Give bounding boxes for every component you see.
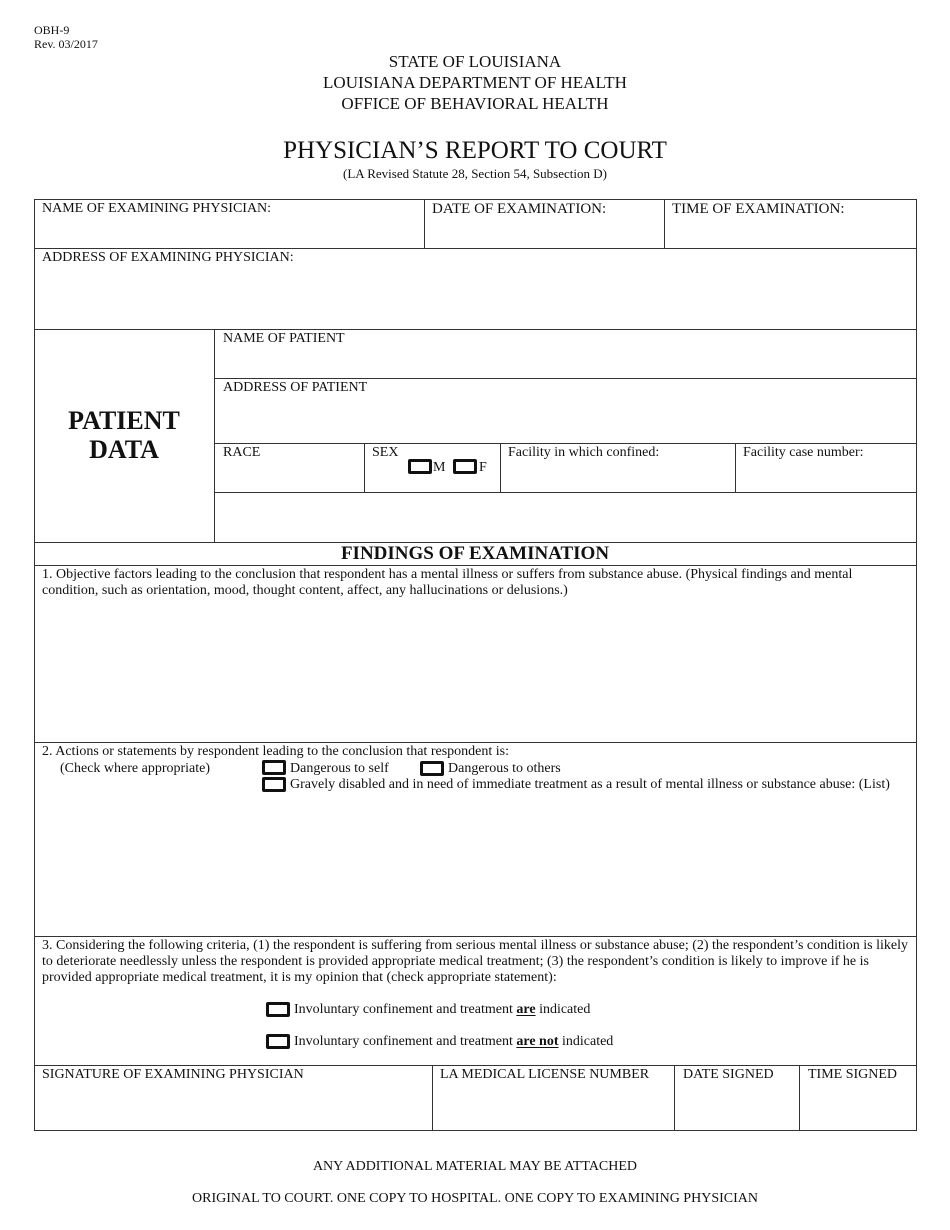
opt1-post: indicated	[535, 1002, 591, 1017]
findings-heading: FINDINGS OF EXAMINATION	[340, 543, 610, 564]
divider	[674, 1065, 675, 1131]
divider	[735, 443, 736, 492]
patient-data-line2: DATA	[89, 435, 159, 464]
facility-case-field[interactable]: Facility case number:	[743, 445, 864, 460]
check-where-note: (Check where appropriate)	[60, 761, 211, 776]
form-revision: Rev. 03/2017	[34, 37, 98, 51]
patient-data-heading	[34, 406, 214, 464]
page-subtitle: (LA Revised Statute 28, Section 54, Subsection D)	[343, 166, 607, 181]
finding-item-2: 2. Actions or statements by respondent leading to the conclusion that respondent is:	[42, 744, 509, 759]
time-signed-field[interactable]: TIME SIGNED	[808, 1067, 898, 1082]
divider	[664, 199, 665, 248]
opt2-pre: Involuntary confinement and treatment	[294, 1034, 517, 1049]
danger-others-checkbox[interactable]	[420, 761, 444, 776]
sex-f-label: F	[479, 460, 487, 475]
confinement-indicated-label	[294, 1002, 590, 1018]
physician-address-field[interactable]: ADDRESS OF EXAMINING PHYSICIAN:	[42, 250, 294, 265]
divider	[34, 565, 917, 566]
gravely-disabled-label: Gravely disabled and in need of immediate treatment as a result of mental illness or substance abuse: (List)	[290, 777, 890, 792]
opt2-post: indicated	[558, 1034, 614, 1049]
confinement-indicated-checkbox[interactable]	[266, 1002, 290, 1017]
divider	[34, 329, 917, 330]
patient-name-field[interactable]: NAME OF PATIENT	[223, 331, 345, 346]
finding-item-3: 3. Considering the following criteria, (1) the respondent is suffering from serious mental illness or substance abuse; (2) the respondent’s condition is likely to deteriorate needlessly unless the respondent is provided appropriate medical treatment; (3) the respondent’s condition is likely to improve if he is provided appropriate medical treatment, it is my opinion that (check appropriate statement):	[42, 938, 909, 985]
race-field[interactable]: RACE	[223, 445, 261, 460]
license-number-field[interactable]: LA MEDICAL LICENSE NUMBER	[440, 1067, 650, 1082]
physician-name-field[interactable]: NAME OF EXAMINING PHYSICIAN:	[42, 201, 272, 216]
signature-field[interactable]: SIGNATURE OF EXAMINING PHYSICIAN	[42, 1067, 304, 1082]
divider	[214, 443, 917, 444]
patient-address-field[interactable]: ADDRESS OF PATIENT	[223, 380, 368, 395]
divider	[500, 443, 501, 492]
divider	[34, 742, 917, 743]
exam-date-field[interactable]: DATE OF EXAMINATION:	[432, 201, 607, 217]
danger-self-checkbox[interactable]	[262, 760, 286, 775]
divider	[364, 443, 365, 492]
divider	[34, 936, 917, 937]
sex-m-checkbox[interactable]	[408, 459, 432, 474]
header-department: LOUISIANA DEPARTMENT OF HEALTH	[323, 73, 627, 92]
divider	[34, 248, 917, 249]
opt2-em: are not	[516, 1034, 559, 1049]
facility-field[interactable]: Facility in which confined:	[508, 445, 660, 460]
divider	[214, 378, 917, 379]
header-office: OFFICE OF BEHAVIORAL HEALTH	[341, 94, 609, 113]
divider	[34, 1065, 917, 1066]
divider	[424, 199, 425, 248]
opt1-em: are	[516, 1002, 536, 1017]
gravely-disabled-checkbox[interactable]	[262, 777, 286, 792]
confinement-not-indicated-checkbox[interactable]	[266, 1034, 290, 1049]
divider	[432, 1065, 433, 1131]
sex-label: SEX	[372, 445, 399, 460]
form-number	[34, 23, 98, 51]
form-id: OBH-9	[34, 23, 70, 37]
sex-m-label: M	[433, 460, 446, 475]
patient-data-line1: PATIENT	[68, 406, 180, 435]
finding-item-1[interactable]: 1. Objective factors leading to the conclusion that respondent has a mental illness or suffers from substance abuse. (Physical findings and mental condition, such as orientation, mood, thought content, affect, any hallucinations or delusions.)	[42, 567, 853, 598]
exam-time-field[interactable]: TIME OF EXAMINATION:	[672, 201, 845, 217]
date-signed-field[interactable]: DATE SIGNED	[683, 1067, 774, 1082]
danger-self-label: Dangerous to self	[290, 761, 389, 776]
form-outer-border	[34, 199, 917, 1131]
divider	[214, 492, 917, 493]
header-state: STATE OF LOUISIANA	[388, 52, 562, 71]
page-title: PHYSICIAN’S REPORT TO COURT	[283, 137, 667, 164]
divider	[799, 1065, 800, 1131]
opt1-pre: Involuntary confinement and treatment	[294, 1002, 517, 1017]
confinement-not-indicated-label	[294, 1034, 613, 1050]
divider	[214, 329, 215, 543]
footer-attachment-note: ANY ADDITIONAL MATERIAL MAY BE ATTACHED	[312, 1159, 638, 1174]
sex-f-checkbox[interactable]	[453, 459, 477, 474]
footer-distribution-note: ORIGINAL TO COURT. ONE COPY TO HOSPITAL. ONE COPY TO EXAMINING PHYSICIAN	[192, 1191, 758, 1206]
danger-others-label: Dangerous to others	[448, 761, 561, 776]
